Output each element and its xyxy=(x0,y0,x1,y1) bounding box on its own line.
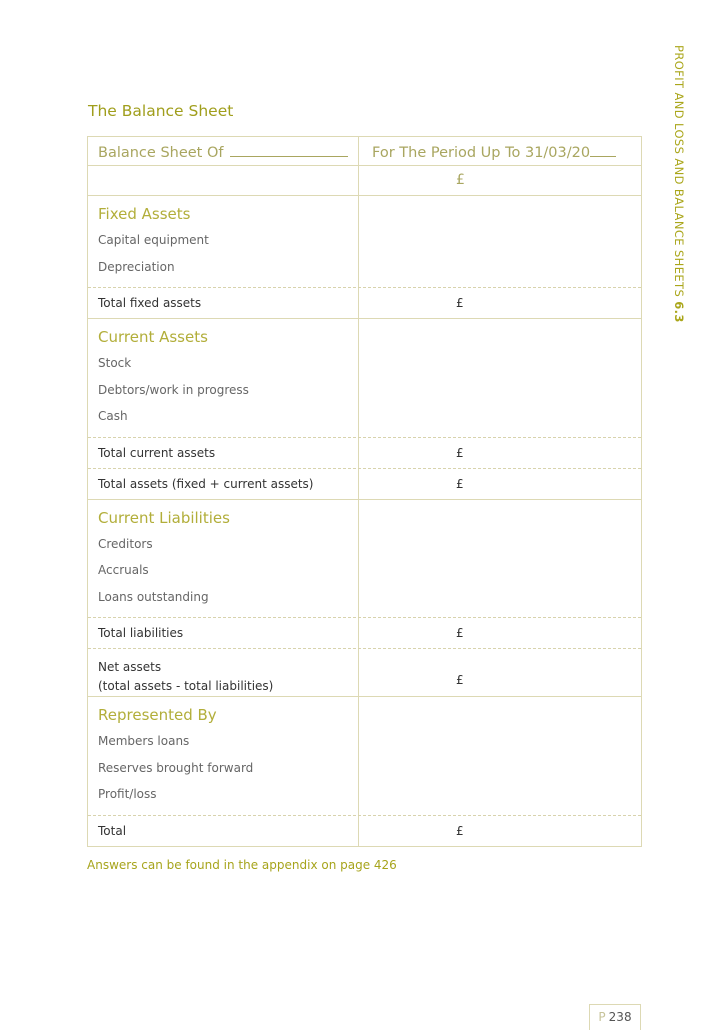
line-item: Loans outstanding xyxy=(98,589,209,604)
section-number: 6.3 xyxy=(672,301,686,323)
total-row xyxy=(88,617,641,648)
net-assets-label: Net assets xyxy=(98,660,162,674)
page-prefix: P xyxy=(598,1010,606,1024)
line-item: Accruals xyxy=(98,563,149,577)
line-item: Debtors/work in progress xyxy=(98,382,249,397)
year-blank-line xyxy=(590,155,616,157)
total-label: Total xyxy=(88,816,359,846)
line-item: Members loans xyxy=(98,734,190,748)
total-value: £ xyxy=(456,296,464,310)
net-assets-row xyxy=(88,648,641,696)
net-assets-formula: (total assets - total liabilities) xyxy=(98,679,274,693)
total-value: £ xyxy=(456,476,464,491)
total-row xyxy=(88,437,641,468)
line-item: Capital equipment xyxy=(98,233,209,247)
total-row xyxy=(88,815,641,846)
section-heading: Current Liabilities xyxy=(98,508,230,527)
balance-sheet-of-label: Balance Sheet Of xyxy=(98,145,224,161)
page-number xyxy=(589,1004,641,1030)
total-label: Total assets (fixed + current assets) xyxy=(88,469,359,499)
total-row xyxy=(88,468,641,499)
running-header-text: PROFIT AND LOSS AND BALANCE SHEETS xyxy=(672,45,686,298)
current-liabilities-section xyxy=(88,499,641,618)
page-title: The Balance Sheet xyxy=(88,102,234,120)
total-label: Total liabilities xyxy=(88,618,359,648)
total-value: £ xyxy=(456,673,464,687)
section-heading: Fixed Assets xyxy=(98,205,191,223)
fixed-assets-section xyxy=(88,195,641,287)
appendix-footnote: Answers can be found in the appendix on page 426 xyxy=(87,858,397,872)
total-label: Total fixed assets xyxy=(88,288,359,318)
name-blank-line xyxy=(230,155,348,157)
line-item: Cash xyxy=(98,409,128,423)
line-item: Creditors xyxy=(98,536,153,551)
line-item: Profit/loss xyxy=(98,787,157,801)
sheet-header-row xyxy=(88,137,641,165)
line-item: Reserves brought forward xyxy=(98,760,254,775)
running-header xyxy=(664,45,694,325)
line-item: Stock xyxy=(98,356,132,370)
total-label: Total current assets xyxy=(88,438,359,468)
section-heading: Represented By xyxy=(98,706,217,724)
total-value: £ xyxy=(456,823,464,838)
line-item: Depreciation xyxy=(98,259,175,274)
total-value: £ xyxy=(456,445,464,460)
currency-symbol: £ xyxy=(456,172,465,188)
currency-header-row xyxy=(88,165,641,195)
balance-sheet-form xyxy=(87,136,642,847)
current-assets-section xyxy=(88,318,641,437)
total-value: £ xyxy=(456,626,464,640)
page-number-value: 238 xyxy=(608,1010,632,1024)
section-heading: Current Assets xyxy=(98,328,208,346)
represented-by-section xyxy=(88,696,641,815)
period-label: For The Period Up To 31/03/20 xyxy=(372,145,591,161)
total-row xyxy=(88,287,641,318)
